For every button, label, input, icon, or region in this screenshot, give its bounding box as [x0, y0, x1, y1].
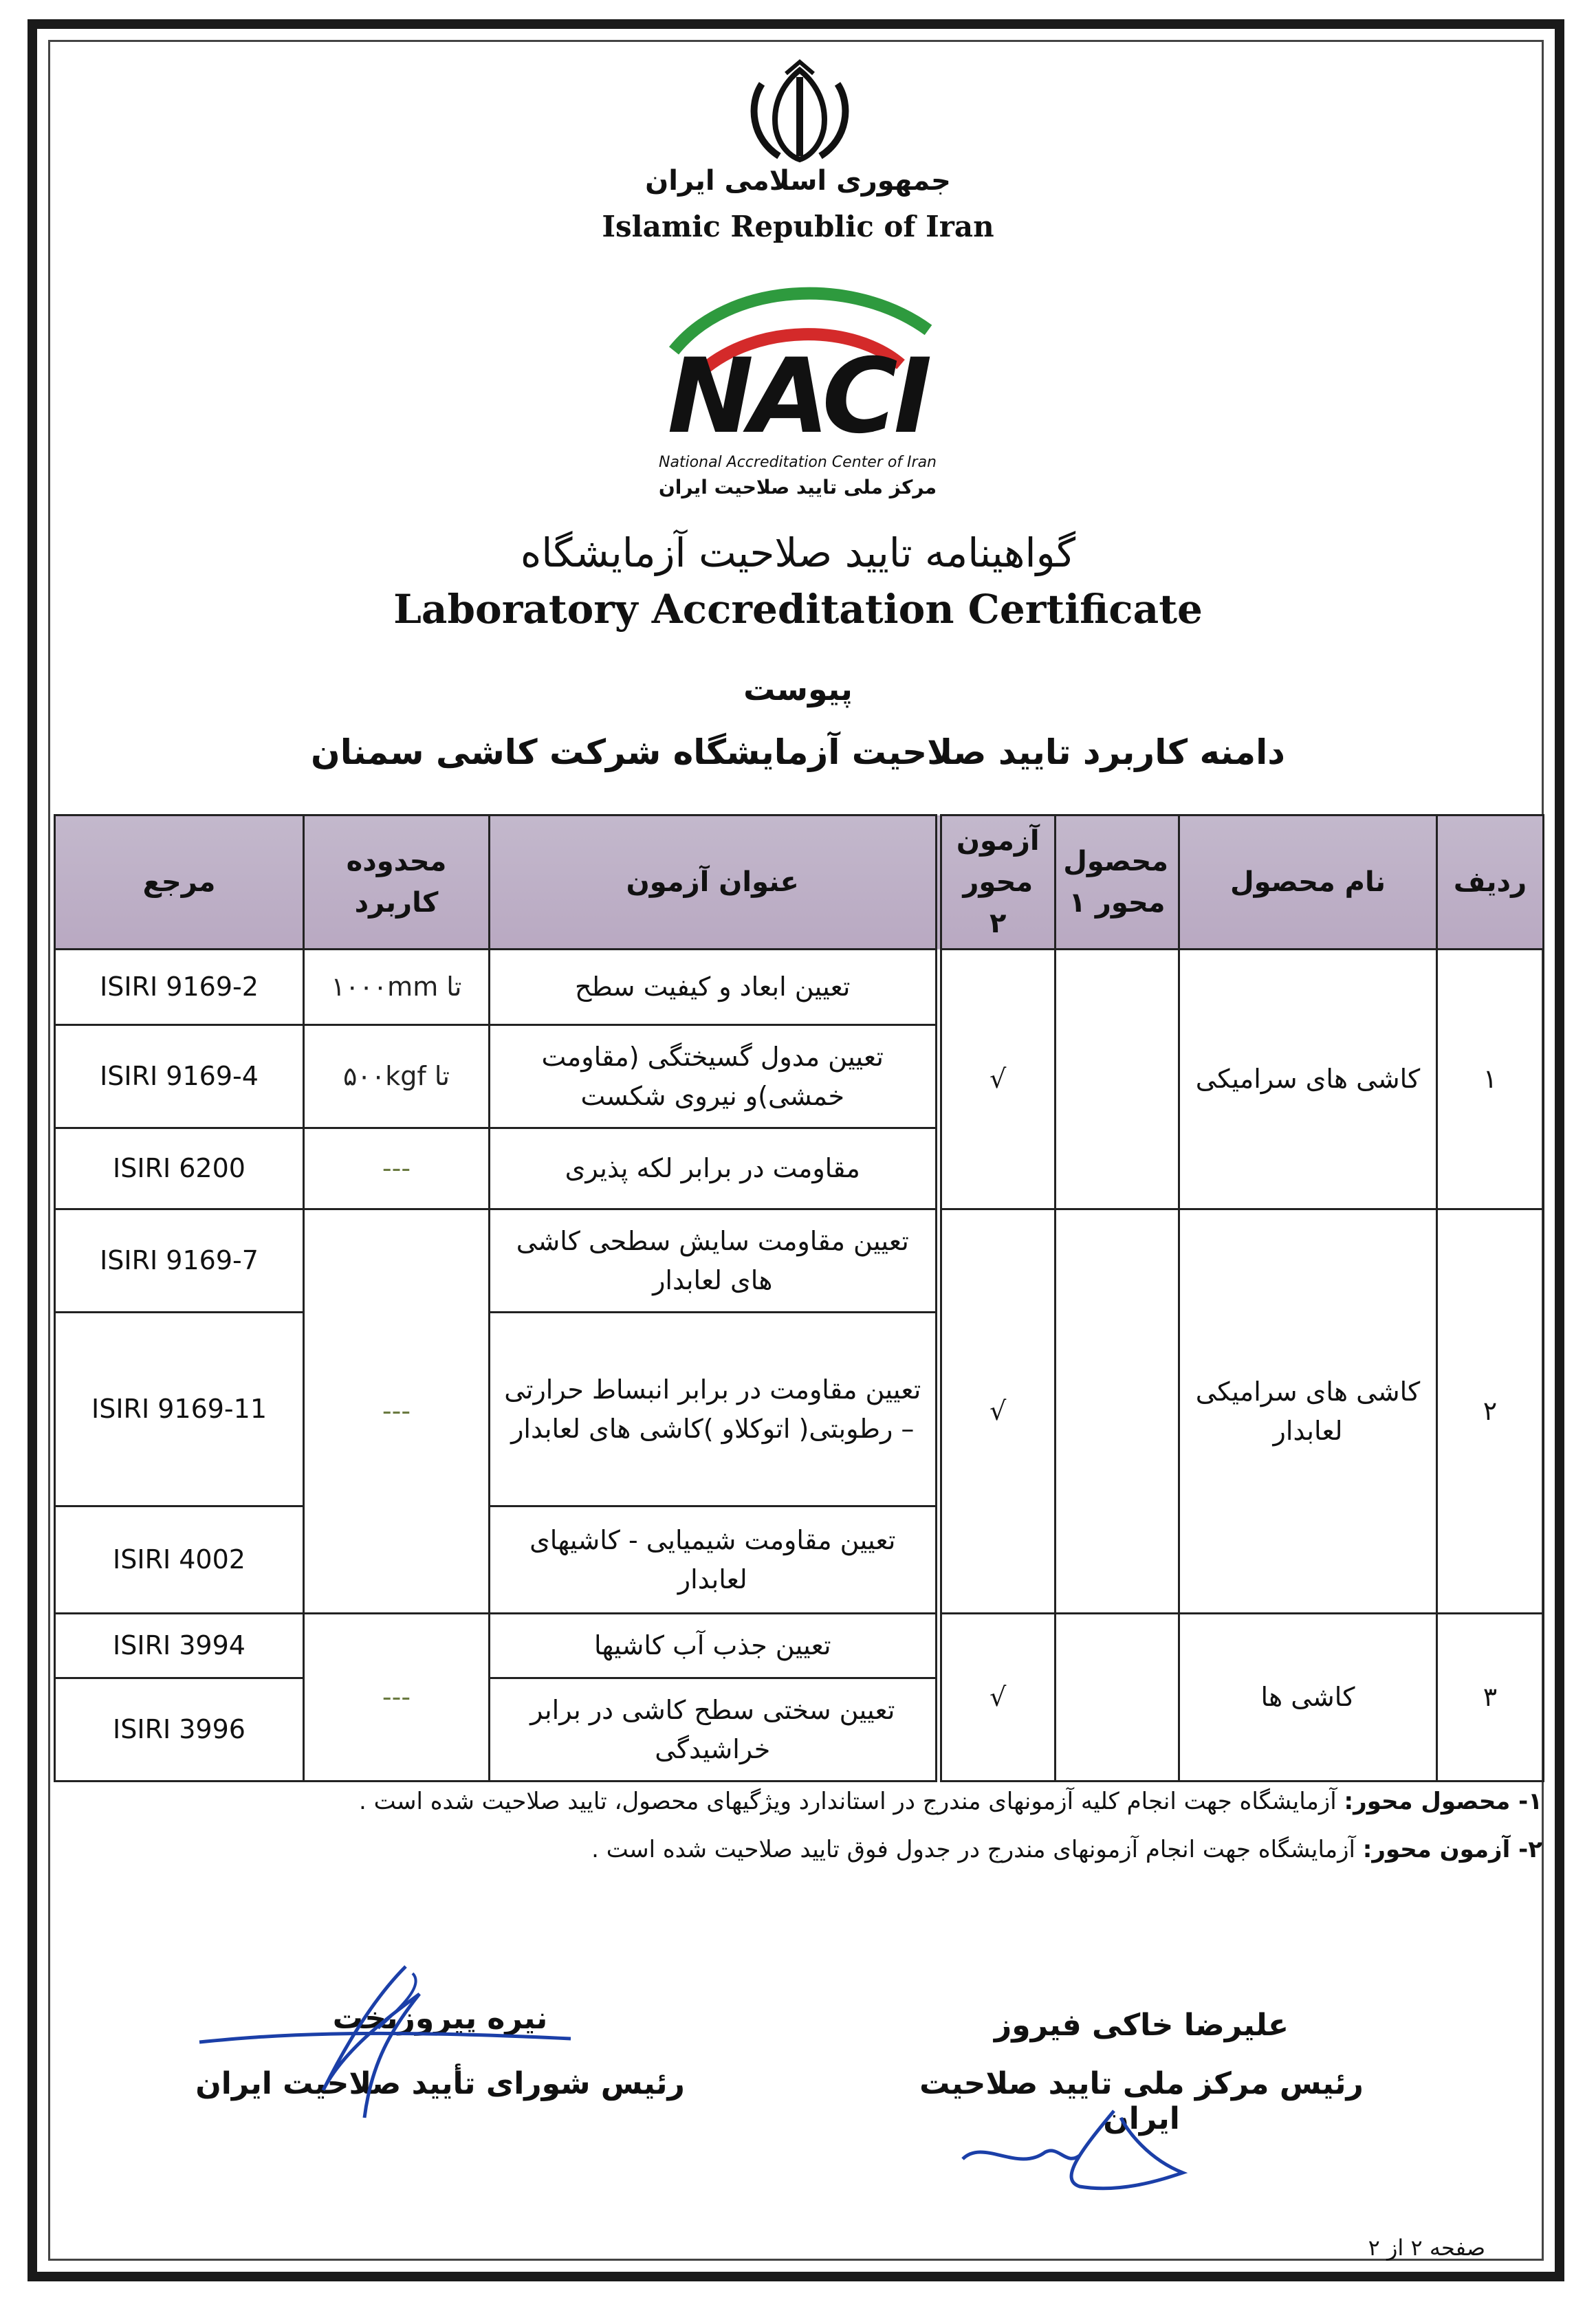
naci-name-fa: مرکز ملی تایید صلاحیت ایران: [658, 476, 937, 498]
table-row: [55, 1209, 1544, 1313]
product-axis-cell: [1056, 1209, 1179, 1614]
table-row: [55, 1614, 1544, 1678]
product-name-cell: کاشی های سرامیکی لعابدار: [1179, 1209, 1437, 1614]
signatory-left-name: نیره پیروزبخت: [332, 2001, 548, 2036]
note-test-axis: [57, 1836, 1542, 1863]
note-2-label: ۲- آزمون محور:: [1362, 1836, 1542, 1863]
naci-name-en: National Accreditation Center of Iran: [658, 454, 937, 471]
ref-cell: ISIRI 3994: [55, 1614, 304, 1678]
accreditation-scope-table: [54, 814, 1544, 1782]
ref-cell: ISIRI 3996: [55, 1678, 304, 1782]
test-title-cell: مقاومت در برابر لکه پذیری: [490, 1128, 939, 1209]
table-header-row: [55, 815, 1544, 950]
iran-emblem-icon: [741, 56, 858, 166]
ref-cell: ISIRI 6200: [55, 1128, 304, 1209]
ref-cell: ISIRI 9169-7: [55, 1209, 304, 1313]
test-axis-check: √: [939, 950, 1056, 1209]
range-cell: تا ۱۰۰۰mm: [304, 950, 490, 1025]
range-cell: ---: [382, 1682, 411, 1712]
test-title-cell: تعیین سختی سطح کاشی در برابر خراشیدگی: [490, 1678, 939, 1782]
header-range: محدوده کاربرد: [304, 815, 490, 950]
row-number-cell: ۲: [1437, 1209, 1544, 1614]
signatory-right-name: علیرضا خاکی فیروز: [994, 2008, 1289, 2043]
country-name-en: Islamic Republic of Iran: [602, 210, 994, 243]
header-ref: مرجع: [55, 815, 304, 950]
product-axis-cell: [1056, 1614, 1179, 1782]
page-number: صفحه ۲ از ۲: [1368, 2235, 1485, 2261]
signature-left-icon: [186, 1953, 584, 2131]
header-test-axis: آزمون محور ۲: [939, 815, 1056, 950]
test-title-cell: تعیین مقاومت شیمیایی - کاشیهای لعابدار: [490, 1506, 939, 1614]
signatory-left-title: رئیس شورای تأیید صلاحیت ایران: [195, 2066, 685, 2101]
naci-acronym: NACI: [667, 337, 928, 457]
ref-cell: ISIRI 4002: [55, 1506, 304, 1614]
header-row: ردیف: [1437, 815, 1544, 950]
ref-cell: ISIRI 9169-11: [55, 1313, 304, 1506]
header-test-title: عنوان آزمون: [490, 815, 939, 950]
product-axis-cell: [1056, 950, 1179, 1209]
scope-title: دامنه کاربرد تایید صلاحیت آزمایشگاه شرکت کاشی سمنان: [311, 732, 1285, 772]
row-number-cell: ۳: [1437, 1614, 1544, 1782]
note-product-axis: [57, 1788, 1542, 1815]
ref-cell: ISIRI 9169-4: [55, 1025, 304, 1128]
test-title-cell: تعیین مدول گسیختگی (مقاومت خمشی)و نیروی شکست: [490, 1025, 939, 1128]
signatory-right-title: رئیس مرکز ملی تایید صلاحیت ایران: [919, 2066, 1364, 2136]
product-name-cell: کاشی ها: [1179, 1614, 1437, 1782]
test-title-cell: تعیین ابعاد و کیفیت سطح: [490, 950, 939, 1025]
test-axis-check: √: [939, 1209, 1056, 1614]
header-product-name: نام محصول: [1179, 815, 1437, 950]
product-name-cell: کاشی های سرامیکی: [1179, 950, 1437, 1209]
note-1-text: آزمایشگاه جهت انجام کلیه آزمونهای مندرج در استاندارد ویژگیهای محصول، تایید صلاحیت شده است .: [358, 1788, 1337, 1815]
country-name-fa: جمهوری اسلامی ایران: [645, 165, 951, 197]
table-row: [55, 950, 1544, 1025]
row-number-cell: ۱: [1437, 950, 1544, 1209]
test-title-cell: تعیین جذب آب کاشیها: [490, 1614, 939, 1678]
test-axis-check: √: [939, 1614, 1056, 1782]
ref-cell: ISIRI 9169-2: [55, 950, 304, 1025]
note-1-label: ۱- محصول محور:: [1344, 1788, 1542, 1815]
cert-title-fa: گواهینامه تایید صلاحیت آزمایشگاه: [520, 529, 1076, 576]
range-cell: ---: [382, 1153, 411, 1183]
cert-title-en: Laboratory Accreditation Certificate: [393, 586, 1203, 633]
header-product-axis: محصول محور ۱: [1056, 815, 1179, 950]
note-2-text: آزمایشگاه جهت انجام آزمونهای مندرج در جدول فوق تایید صلاحیت شده است .: [591, 1836, 1355, 1863]
test-title-cell: تعیین مقاومت سایش سطحی کاشی های لعابدار: [490, 1209, 939, 1313]
test-title-cell: تعیین مقاومت در برابر انبساط حرارتی – رطوبتی( اتوکلاو )کاشی های لعابدار: [490, 1313, 939, 1506]
range-cell: تا ۵۰۰kgf: [304, 1025, 490, 1128]
range-cell: ---: [382, 1396, 411, 1426]
signature-right-icon: [942, 2097, 1190, 2207]
annex-title: پیوست: [743, 670, 853, 708]
